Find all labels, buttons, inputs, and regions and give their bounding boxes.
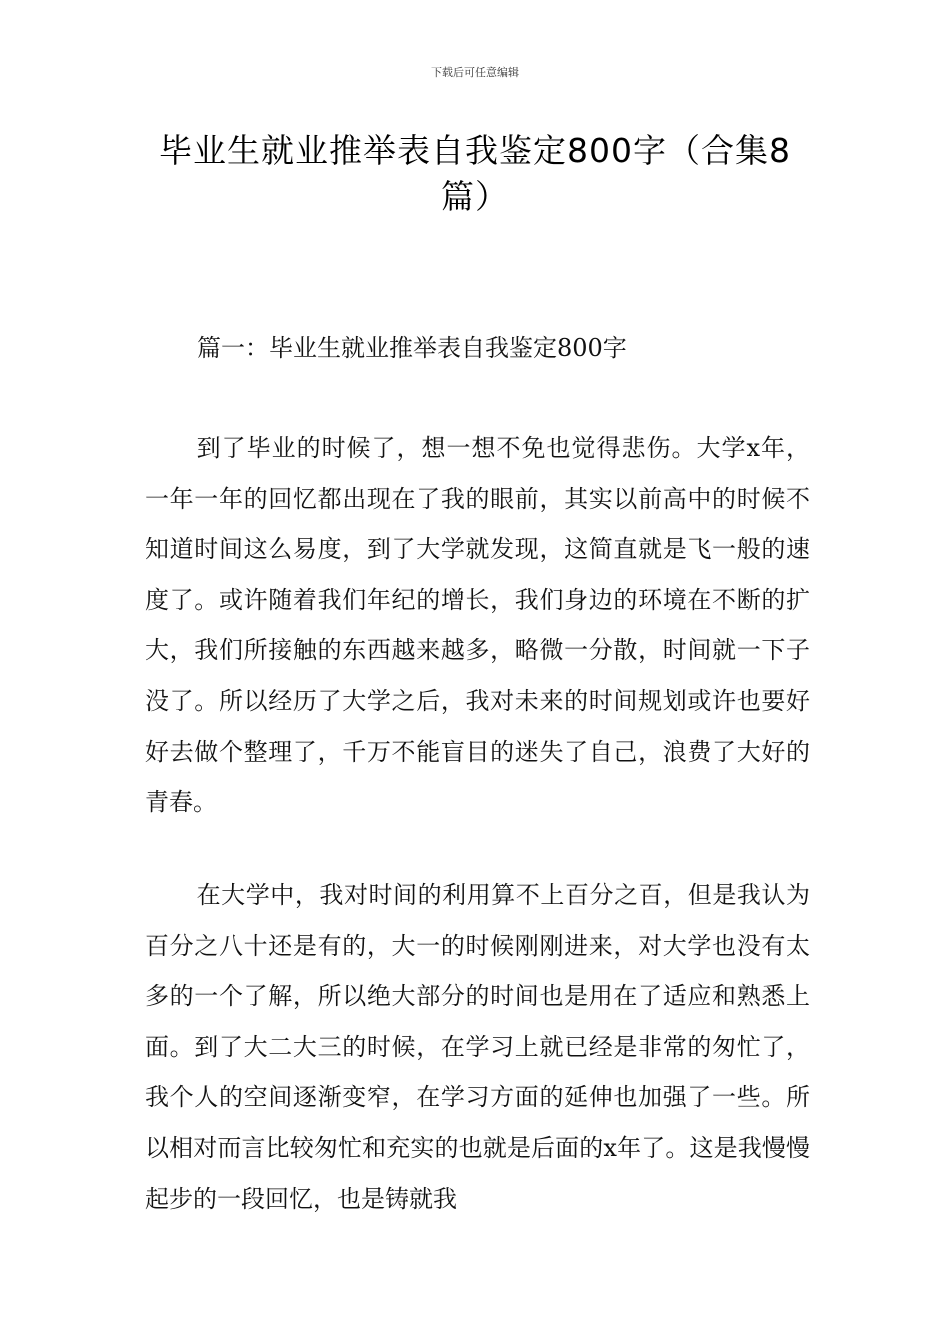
body-paragraph-2: 在大学中，我对时间的利用算不上百分之百，但是我认为百分之八十还是有的，大一的时候刚刚进来，对大学也没有太多的一个了解，所以绝大部分的时间也是用在了适应和熟悉上面。到了大二大三的时候，在学习上就已经是非常的匆忙了，我个人的空间逐渐变窄，在学习方面的延伸也加强了一些。所以相对而言比较匆忙和充实的也就是后面的x年了。这是我慢慢起步的一段回忆，也是铸就我	[145, 881, 810, 1213]
section-heading: 篇一：毕业生就业推举表自我鉴定800字	[197, 334, 627, 362]
document-title: 毕业生就业推举表自我鉴定800字（合集8篇）	[159, 131, 791, 216]
body-paragraph-1: 到了毕业的时候了，想一想不免也觉得悲伤。大学x年，一年一年的回忆都出现在了我的眼前，其实以前高中的时候不知道时间这么易度，到了大学就发现，这简直就是飞一般的速度了。或许随着我们年纪的增长，我们身边的环境在不断的扩大，我们所接触的东西越来越多，略微一分散，时间就一下子没了。所以经历了大学之后，我对未来的时间规划或许也要好好去做个整理了，千万不能盲目的迷失了自己，浪费了大好的青春。	[145, 434, 810, 817]
header-note: 下载后可任意编辑	[431, 66, 519, 79]
